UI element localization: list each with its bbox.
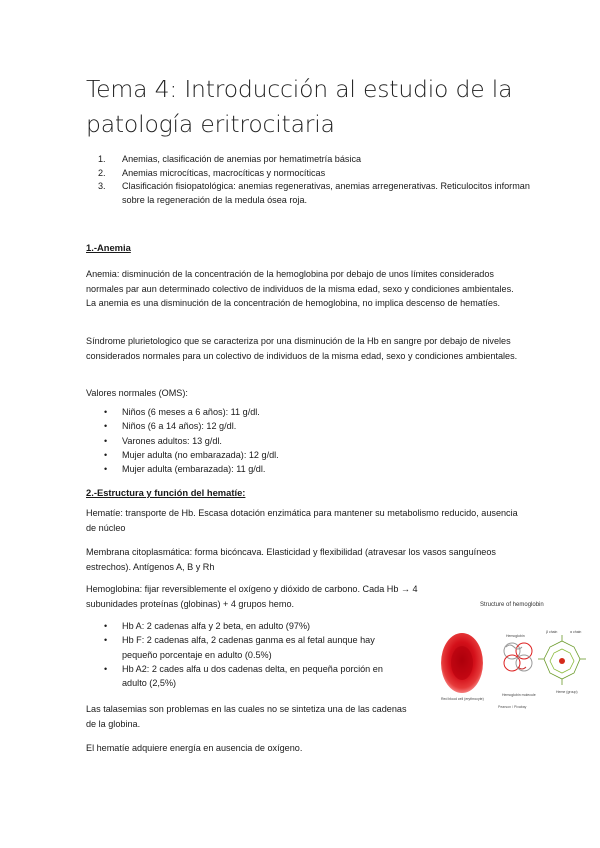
list-item: • Mujer adulta (embarazada): 11 g/dl. — [104, 462, 279, 476]
list-item: • Niños (6 a 14 años): 12 g/dl. — [104, 419, 279, 433]
bullet-icon: • — [104, 663, 108, 674]
topic-list — [98, 153, 538, 207]
bullet-icon: • — [104, 449, 108, 460]
hemoglobin-structure-figure — [440, 597, 590, 712]
list-item: • Hb A: 2 cadenas alfa y 2 beta, en adulto (97%) — [104, 619, 404, 633]
figure-title: Structure of hemoglobin — [480, 602, 544, 608]
bullet-icon: • — [104, 464, 108, 475]
hemoglobin-types-list — [104, 619, 404, 690]
membrane-paragraph: Membrana citoplasmática: forma bicóncava. Elasticidad y flexibilidad (atravesar los vasos sanguíneos estrechos). Antígenos A, B y Rh — [86, 547, 496, 572]
topic-item — [98, 167, 538, 181]
topic-text: Anemias microcíticas, macrocíticas y normocíticas — [122, 167, 326, 178]
topic-text: Anemias, clasificación de anemias por hematimetría básica — [122, 154, 362, 164]
rbc-label: Red blood cell (erythrocyte) — [441, 697, 484, 701]
normal-values-label: Valores normales (OMS): — [86, 388, 188, 398]
topic-item — [98, 180, 538, 207]
bullet-icon: • — [104, 435, 108, 446]
syndrome-paragraph: Síndrome plurietologico que se caracteriza por una disminución de la Hb en sangre por debajo de niveles considerados normales para un colectivo de individuos de la misma edad, sexo y condiciones ambientales. — [86, 336, 518, 361]
heme-label: Heme (group) — [556, 690, 578, 694]
bullet-icon: • — [104, 621, 108, 631]
list-item: • Niños (6 meses a 6 años): 11 g/dl. — [104, 405, 279, 419]
topic-number: 1. — [98, 154, 106, 164]
list-item: • Hb F: 2 cadenas alfa, 2 cadenas ganma es al fetal aunque hay pequeño porcentaje en adulto (0.5%) — [104, 635, 375, 660]
normal-values-list — [104, 405, 279, 476]
anemia-definition: Anemia: disminución de la concentración de la hemoglobina por debajo de unos límites considerados normales par aun determinado colectivo de individuos de la misma edad, sexo y condiciones ambientales. La anemia es una disminución de la concentración de hemoglobina, no implica descenso de hematíes. — [86, 269, 514, 308]
list-item: • Varones adultos: 13 g/dl. — [104, 434, 279, 448]
thalassemia-paragraph: Las talasemias son problemas en las cuales no se sintetiza una de las cadenas de la globina. — [86, 704, 407, 729]
topic-text: Clasificación fisiopatológica: anemias regenerativas, anemias arregenerativas. Reticulocitos informan sobre la regeneración de la medula ósea roja. — [122, 181, 530, 205]
list-item: • Hb A2: 2 cades alfa u dos cadenas delta, en pequeña porción en adulto (2,5%) — [104, 663, 383, 689]
hematie-paragraph: Hematíe: transporte de Hb. Escasa dotación enzimática para mantener su metabolismo reducido, ausencia de núcleo — [86, 508, 518, 533]
section-heading-structure: 2.-Estructura y función del hematíe: — [86, 487, 246, 498]
hemoglobin-paragraph: Hemoglobina: fijar reversiblemente el oxígeno y dióxido de carbono. Cada Hb → 4 subunidades proteínas (globinas) + 4 grupos hemo. — [86, 584, 418, 609]
alpha-chain-label: α chain — [570, 630, 582, 634]
list-item: • Mujer adulta (no embarazada): 12 g/dl. — [104, 448, 279, 462]
energy-paragraph: El hematíe adquiere energía en ausencia de oxígeno. — [86, 743, 303, 753]
bullet-icon: • — [104, 421, 108, 432]
page-title: Tema 4: Introducción al estudio de la patología eritrocitaria — [86, 75, 513, 138]
heme-group-icon — [538, 635, 586, 685]
section-heading-anemia: 1.-Anemia — [86, 242, 131, 253]
bullet-icon: • — [104, 407, 108, 417]
topic-item — [98, 153, 538, 167]
beta-chain-label: β chain — [546, 630, 558, 634]
hemoglobin-molecule-label: Hemoglobin molecule — [502, 693, 536, 697]
bullet-icon: • — [104, 635, 108, 646]
topic-number: 3. — [98, 181, 106, 191]
hemoglobin-small-label: Hemoglobin — [506, 634, 525, 638]
figure-credit: Pearson / Pixabay — [498, 705, 527, 709]
red-blood-cell-icon — [441, 633, 483, 693]
topic-number: 2. — [98, 167, 106, 178]
hemoglobin-molecule-icon — [504, 643, 532, 671]
